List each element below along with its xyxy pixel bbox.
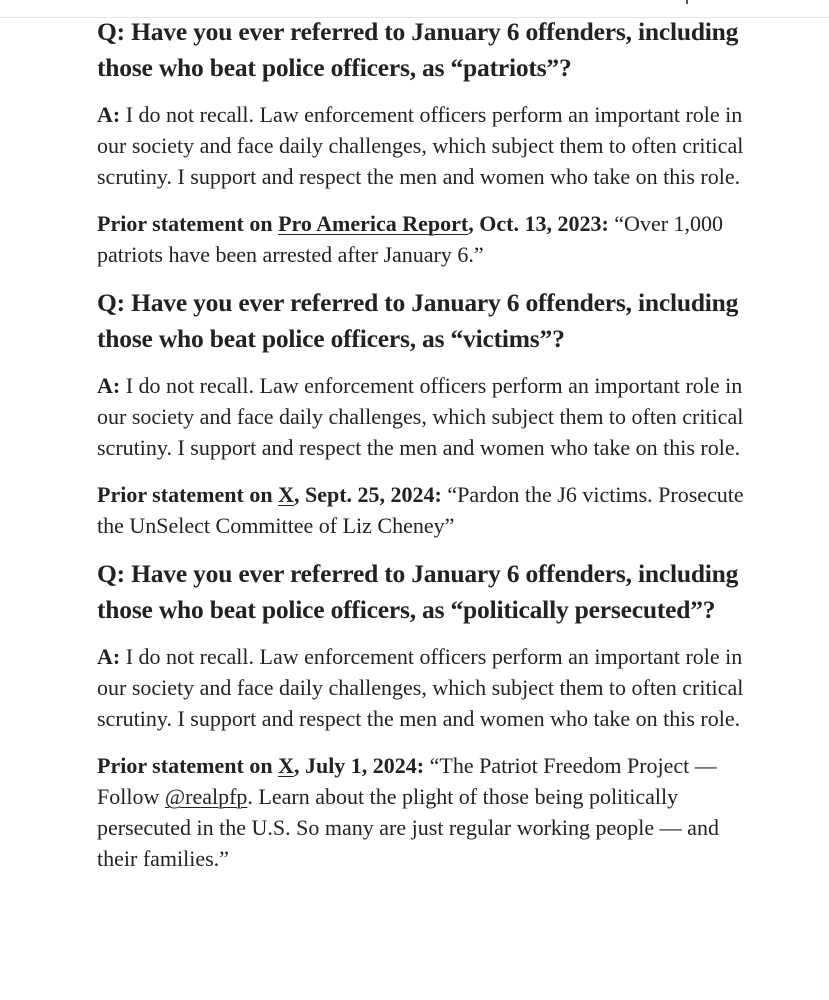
- answer-text: I do not recall. Law enforcement officers perform an important role in our society and face daily challenges, which subject them to often critical scrutiny. I support and respect the men and women who take on this role.: [97, 102, 744, 190]
- prior-statement-quote-start: “The Patriot Freedom Project — Follow: [97, 752, 717, 809]
- answer-text: I do not recall. Law enforcement officers perform an important role in our society and face daily challenges, which subject them to often critical scrutiny. I support and respect the men and women who take on this role.: [97, 373, 744, 461]
- prior-statement-paragraph: [97, 208, 747, 270]
- header-edge-mark: [686, 0, 688, 4]
- prior-statement-heading: [97, 753, 424, 778]
- answer-paragraph: [97, 641, 747, 735]
- prior-statement-heading: [97, 211, 609, 236]
- source-link-x[interactable]: X: [278, 481, 294, 507]
- prior-statement-heading: [97, 482, 442, 507]
- prior-statement-prefix: Prior statement on: [97, 752, 279, 778]
- answer-label: A:: [97, 102, 121, 127]
- answer-label: A:: [97, 644, 121, 670]
- article-body: [97, 14, 747, 889]
- question-politically-persecuted: Q: Have you ever referred to January 6 offenders, including those who beat police officers, as “politically persecuted”?: [97, 559, 739, 624]
- prior-statement-quote: “Pardon the J6 victims. Prosecute the UnSelect Committee of Liz Cheney”: [97, 481, 744, 538]
- prior-statement-date: , Oct. 13, 2023:: [468, 210, 609, 236]
- source-link-x[interactable]: X: [278, 752, 294, 778]
- prior-statement-prefix: Prior statement on: [97, 481, 279, 507]
- answer-label: A:: [97, 373, 121, 399]
- prior-statement-paragraph: [97, 750, 747, 875]
- question-victims: Q: Have you ever referred to January 6 offenders, including those who beat police officers, as “victims”?: [97, 288, 739, 353]
- prior-statement-quote-end: . Learn about the plight of those being politically persecuted in the U.S. So many are just regular working people — and their families.”: [97, 783, 719, 872]
- answer-paragraph: [97, 370, 747, 464]
- question-patriots: Q: Have you ever referred to January 6 offenders, including those who beat police officers, as “patriots”?: [97, 17, 739, 82]
- prior-statement-date: , Sept. 25, 2024:: [293, 481, 442, 507]
- answer-text: I do not recall. Law enforcement officers perform an important role in our society and face daily challenges, which subject them to often critical scrutiny. I support and respect the men and women who take on this role.: [97, 644, 744, 732]
- source-link-pro-america-report[interactable]: Pro America Report: [278, 210, 469, 236]
- realpfp-handle-link[interactable]: @realpfp: [164, 783, 248, 809]
- prior-statement-prefix: Prior statement on: [97, 210, 279, 236]
- prior-statement-date: , July 1, 2024:: [293, 752, 425, 778]
- answer-paragraph: [97, 99, 747, 193]
- prior-statement-quote: “Over 1,000 patriots have been arrested after January 6.”: [97, 210, 724, 267]
- prior-statement-paragraph: [97, 479, 747, 541]
